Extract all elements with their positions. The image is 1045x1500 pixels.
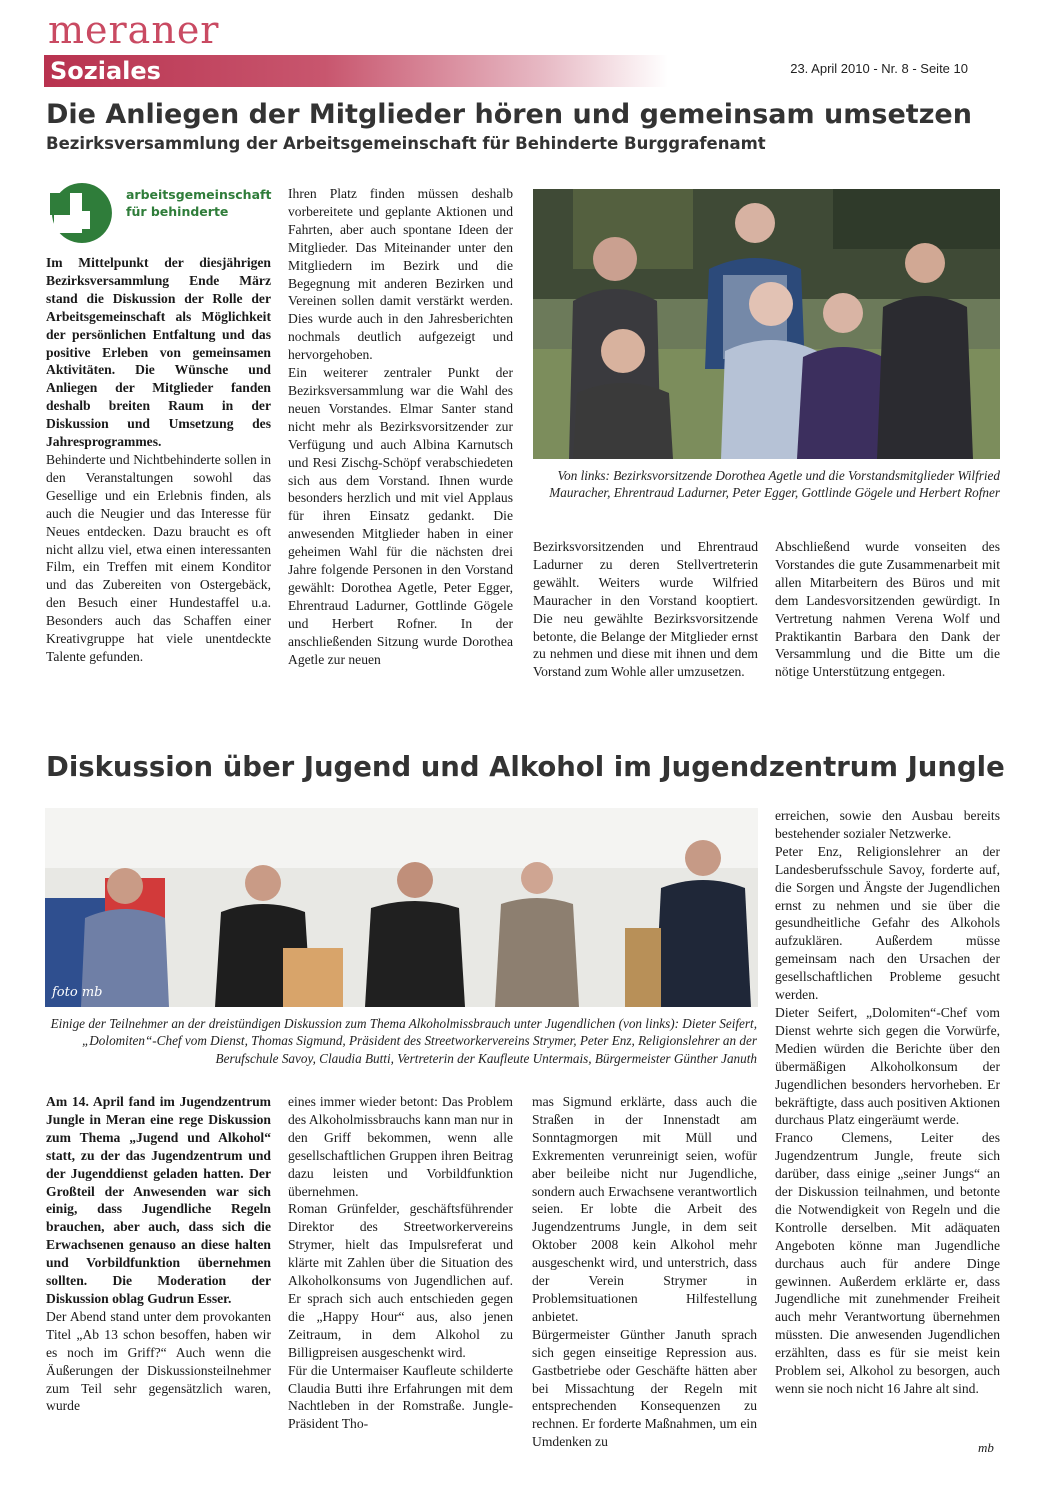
- logo-line-2: für behinderte: [126, 204, 229, 219]
- section-label: Soziales: [50, 57, 161, 85]
- article2-column-3: [532, 1093, 757, 1451]
- article1-photo-caption: Von links: Bezirksvorsitzende Dorothea Agetle und die Vorstandsmitglieder Wilfried Mauracher, Ehrentraud Ladurner, Peter Egger, Gottlinde Gögele und Herbert Rofner: [549, 468, 1000, 501]
- article2-col4-p2: Peter Enz, Religionslehrer an der Landesberufsschule Savoy, forderte auf, die Sorgen und Ängste der Jugendlichen ernst zu nehmen und sie über die gesundheitliche Gefahr des Alkohols aufzuklären. Außerdem müsse gemeinsam nach den Ursachen der gesellschaftlichen Probleme gesucht werden.: [775, 843, 1000, 1003]
- article1-col2-p2: Ein weiterer zentraler Punkt der Bezirksversammlung war die Wahl des neuen Vorstandes. Elmar Santer stand nicht mehr als Bezirksvorsitzender zur Verfügung und auch Albina Karnutsch und Resi Zischg-Schöpf verabschiedeten sich aus dem Vorstand. Ihnen wurde besonders herzlich und mit viel Applaus für ihren Einsatz gedankt. Die anwesenden Mitglieder haben in einer geheimen Wahl für die nächsten drei Jahre folgende Personen in den Vorstand gewählt: Dorothea Agetle, Peter Egger, Ehrentraud Ladurner, Gottlinde Gögele und Herbert Rofner. In der anschließenden Sitzung wurde Dorothea Agetle zur neuen: [288, 365, 513, 667]
- discussion-panel-photo: [45, 808, 758, 1007]
- article2-col4-p1: erreichen, sowie den Ausbau bereits bestehender sozialer Netzwerke.: [775, 808, 1000, 841]
- article2-col4-p3: Dieter Seifert, „Dolomiten“-Chef vom Dienst wehrte sich gegen die Vorwürfe, Medien würden die Berichte über den übermäßigen Alkoholkonsum der Jugendlichen besonders hervorheben. Er bekräftigte, dass auch positiven Aktionen durchaus Platz eingeräumt werde.: [775, 1004, 1000, 1128]
- article2-photo-caption: Einige der Teilnehmer an der dreistündigen Diskussion zum Thema Alkoholmissbrauch unter Jugendlichen (von links): Dieter Seifert, „Dolomiten“-Chef vom Dienst, Thomas Sigmund, Präsident des Streetworkervereins Strymer, Peter Enz, Religionslehrer an der Berufschule Savoy, Claudia Butti, Vertreterin der Kaufleute Untermais, Bürgermeister Günther Januth: [50, 1016, 757, 1066]
- article2-col2-p2: Roman Grünfelder, geschäftsführender Direktor des Streetworkervereins Strymer, hielt das Impulsreferat und klärte mit Zahlen über die Situation des Alkoholkonsums von Jugendlichen auf. Er sprach sich auch entschieden gegen die „Happy Hour“ aus, also jenen Zeitraum, in dem Alkohol zu Billigpreisen ausgeschenkt wird.: [288, 1201, 513, 1360]
- article2-column-2: [288, 1093, 513, 1433]
- article1-column-4: [775, 538, 1000, 681]
- issue-line: 23. April 2010 - Nr. 8 - Seite 10: [790, 61, 968, 76]
- article2-col3-p2: Bürgermeister Günther Januth sprach sich gegen einseitige Repression aus. Gastbetriebe oder Geschäfte hätten aber bei Missachtung der Regeln mit entsprechenden Konsequenzen zu rechnen. Er forderte Maßnahmen, um ein Umdenken zu: [532, 1326, 757, 1450]
- article2-column-1: [46, 1093, 271, 1415]
- photo-credit: foto mb: [52, 985, 103, 1000]
- arbeitsgemeinschaft-logo-icon: [48, 181, 120, 243]
- article1-lead: Im Mittelpunkt der diesjährigen Bezirksversammlung Ende März stand die Diskussion der Rolle der Arbeitsgemeinschaft als Möglichkeit der persönlichen Entfaltung und das positive Erleben von gemeinsamen Aktivitäten. Die Wünsche und Anliegen der Mitglieder fanden deshalb breiten Raum in der Diskussion und Umsetzung des Jahresprogrammes.: [46, 255, 271, 450]
- board-members-photo: [533, 189, 1000, 459]
- article1-headline: Die Anliegen der Mitglieder hören und gemeinsam umsetzen: [46, 99, 972, 130]
- masthead-logo: meraner: [48, 8, 220, 52]
- article2-col2-p3: Für die Untermaiser Kaufleute schilderte Claudia Butti ihre Erfahrungen mit dem Nachtleben in der Romstraße. Jungle-Präsident Tho-: [288, 1362, 513, 1432]
- article2-col2-p1: eines immer wieder betont: Das Problem des Alkoholmissbrauchs kann man nur in den Griff bekommen, wenn alle gesellschaftlichen Gruppen ihren Beitrag dazu leisten und Vorbildfunktion übernehmen.: [288, 1094, 513, 1199]
- article2-col4-p4: Franco Clemens, Leiter des Jugendzentrum Jungle, freute sich darüber, dass einige „seiner Jungs“ an der Diskussion teilnahmen, und betonte die Notwendigkeit von Regeln und die Kontrolle derselben. Mit adäquaten Angeboten könne man Jugendliche durchaus auch für andere Dinge gewinnen. Außerdem erklärte er, dass Jugendliche mit zunehmender Freiheit auch mehr Verantwortung übernehmen müssten. Die anwesenden Jugendlichen erzählten, dass es für sie meist kein Problem sei, Alkohol zu besorgen, auch wenn sie noch nicht 16 Jahre alt sind.: [775, 1130, 1000, 1396]
- article2-col1-body: Der Abend stand unter dem provokanten Titel „Ab 13 schon besoffen, haben wir es noch im Griff?“ Auch wenn die Äußerungen der Diskussionsteilnehmer zum Teil sehr gegensätzlich waren, wurde: [46, 1308, 271, 1414]
- article1-col1-body: Behinderte und Nichtbehinderte sollen in den Veranstaltungen sowohl das Gesellige und ein Erlebnis finden, als auch die Neugier und das Interesse für Neues entdecken. Dazu braucht es oft nicht allzu viel, etwa einen interessanten Film, ein Treffen mit einem Konditor und das Zubereiten von Ostergebäck, den Besuch einer Hundestaffel u.a. Besonders auch das Schaffen einer Kreativgruppe hat viele unentdeckte Talente gefunden.: [46, 451, 271, 664]
- article2-col3-p1: mas Sigmund erklärte, dass auch die Straßen in der Innenstadt am Sonntagmorgen mit Müll und Exkrementen verunreinigt seien, wofür aber beileibe nicht nur Jugendliche, sondern auch Erwachsene verantwortlich seien. Er lobte die Arbeit des Jugendzentrums Jungle, in dem seit Oktober 2008 kein Alkohol mehr ausgeschenkt wird, und unterstrich, dass der Verein Strymer in Problemsituationen Hilfestellung anbietet.: [532, 1094, 757, 1324]
- article1-column-3: [533, 538, 758, 681]
- article1-column-2: [288, 185, 513, 668]
- article1-column-1: [46, 254, 271, 666]
- article1-col2-p1: Ihren Platz finden müssen deshalb vorbereitete und geplante Aktionen und Fahrten, aber auch spontane Ideen der Mitglieder. Das Miteinander unter den Mitgliedern im Bezirk und die Begegnung mit anderen Bezirken und Vereinen sollen damit verstärkt werden. Dies wurde auch in den Jahresberichten nochmals deutlich aufgezeigt und hervorgehoben.: [288, 186, 513, 363]
- article1-col3-body: Bezirksvorsitzenden und Ehrentraud Ladurner zu deren Stellvertreterin gewählt. Weiters wurde Wilfried Mauracher in den Vorstand kooptiert. Die neu gewählte Bezirksvorsitzende betonte, die Belange der Mitglieder ernst zu nehmen und diese mit ihnen und dem Vorstand zum Wohle aller umzusetzen.: [533, 539, 758, 680]
- article2-column-4: [775, 807, 1000, 1398]
- logo-text: [126, 186, 276, 220]
- article2-headline: Diskussion über Jugend und Alkohol im Jugendzentrum Jungle: [46, 751, 1005, 783]
- author-signature: mb: [978, 1440, 994, 1455]
- logo-line-1: arbeitsgemeinschaft: [126, 187, 272, 202]
- article1-subhead: Bezirksversammlung der Arbeitsgemeinschaft für Behinderte Burggrafenamt: [46, 134, 766, 153]
- article2-lead: Am 14. April fand im Jugendzentrum Jungle in Meran eine rege Diskussion zum Thema „Jugend und Alkohol“ statt, zu der das Jugendzentrum und der Jugenddienst geladen hatten. Der Großteil der Anwesenden war sich einig, dass Jugendliche Regeln brauchen, aber auch, dass sich die Erwachsenen genauso an diese halten und Vorbildfunktion übernehmen sollten. Die Moderation der Diskussion oblag Gudrun Esser.: [46, 1094, 271, 1306]
- article1-col4-body: Abschließend wurde vonseiten des Vorstandes die gute Zusammenarbeit mit allen Mitarbeitern des Büros und mit dem Landesvorsitzenden gewürdigt. In Vertretung nahmen Verena Wolf und Praktikantin Barbara den Dank der Versammlung und die Bitte um die nötige Unterstützung entgegen.: [775, 539, 1000, 680]
